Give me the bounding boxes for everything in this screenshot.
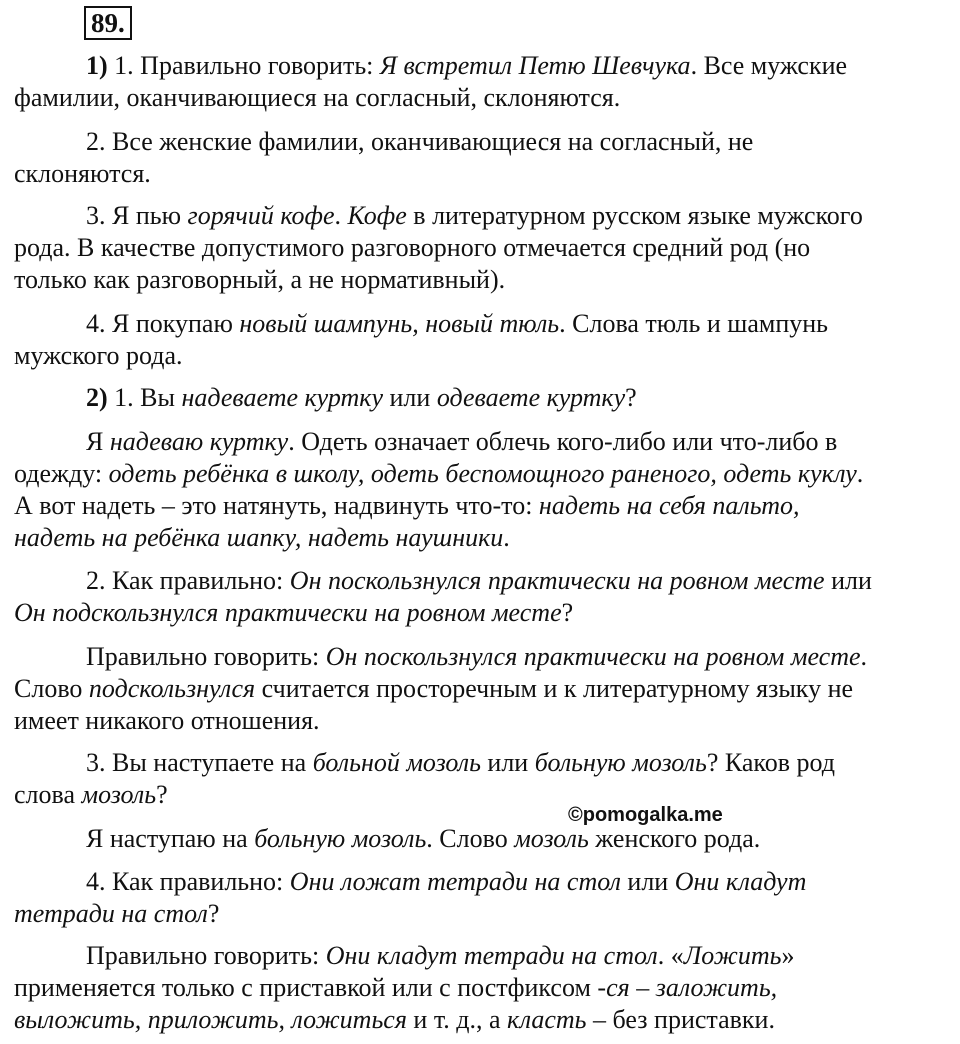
text-line	[14, 458, 939, 490]
italic-example: больную мозоль	[254, 824, 427, 853]
italic-example: Он поскользнулся практически на ровном месте	[289, 566, 825, 595]
text-line	[14, 426, 939, 458]
task-number-box: 89.	[84, 6, 132, 40]
italic-example: одеваете куртку	[436, 383, 626, 412]
italic-example: надеваете куртку	[181, 383, 384, 412]
section-marker: 1)	[86, 51, 108, 80]
paragraph-2-3-answer	[14, 823, 939, 855]
text-run: ?	[207, 899, 220, 928]
paragraph-2-4-answer	[14, 940, 939, 1036]
paragraph-1-1	[14, 50, 939, 114]
text-line	[14, 126, 939, 158]
text-run: .	[856, 459, 864, 488]
italic-example: надеваю куртку	[109, 427, 289, 456]
text-run: 4. Я покупаю	[86, 309, 240, 338]
text-line	[14, 705, 939, 737]
text-run: слова	[14, 780, 82, 809]
text-run: .	[503, 523, 510, 552]
paragraph-1-2	[14, 126, 939, 190]
text-run: только как разговорный, а не нормативный).	[14, 265, 506, 294]
paragraph-2-1-question	[14, 382, 939, 414]
text-run: 1. Вы	[107, 383, 182, 412]
text-run: фамилии, оканчивающиеся на согласный, склоняются.	[14, 83, 621, 112]
italic-example: Кофе	[347, 201, 407, 230]
text-run: ? Каков род	[706, 748, 835, 777]
text-line	[14, 597, 939, 629]
text-run: – без приставки.	[586, 1005, 775, 1034]
text-run: или	[480, 748, 535, 777]
text-line	[14, 522, 939, 554]
text-run: 3. Вы наступаете на	[86, 748, 313, 777]
text-run: .	[860, 642, 868, 671]
text-run: . Одеть означает облечь кого-либо или что-либо в	[288, 427, 838, 456]
text-run: 2. Все женские фамилии, оканчивающиеся на согласный, не	[86, 127, 754, 156]
italic-example: выложить, приложить, ложиться	[14, 1005, 407, 1034]
text-line	[14, 382, 939, 414]
italic-example: Он подскользнулся практически на ровном месте	[14, 598, 562, 627]
text-run: . Все мужские	[690, 51, 848, 80]
text-run: рода. В качестве допустимого разговорного отмечается средний род (но	[14, 233, 811, 262]
text-line	[14, 264, 939, 296]
text-run: или	[824, 566, 872, 595]
text-line	[14, 565, 939, 597]
italic-example: класть	[507, 1005, 587, 1034]
text-run: »	[781, 941, 795, 970]
italic-example: горячий кофе	[187, 201, 335, 230]
paragraph-1-3	[14, 200, 939, 296]
text-line	[14, 1004, 939, 1036]
text-line	[14, 823, 939, 855]
text-line	[14, 747, 939, 779]
text-run: 1. Правильно говорить:	[107, 51, 380, 80]
text-run: или	[383, 383, 437, 412]
italic-example: мозоль	[81, 780, 157, 809]
italic-example: новый шампунь, новый тюль	[239, 309, 560, 338]
italic-example: Он поскользнулся практически на ровном месте	[325, 642, 861, 671]
text-run: Я наступаю на	[86, 824, 255, 853]
italic-example: надеть на ребёнка шапку, надеть наушники	[14, 523, 504, 552]
italic-example: больной мозоль	[312, 748, 481, 777]
text-line	[14, 82, 939, 114]
text-line	[14, 158, 939, 190]
text-line	[14, 673, 939, 705]
text-run: А вот надеть – это натянуть, надвинуть что-то:	[14, 491, 539, 520]
paragraph-1-4	[14, 308, 939, 372]
text-line	[14, 940, 939, 972]
italic-example: тетради на стол	[14, 899, 208, 928]
text-run: Слово	[14, 674, 89, 703]
paragraph-2-2-answer	[14, 641, 939, 737]
text-run: . Слово	[426, 824, 515, 853]
text-run: . Слова тюль и шампунь	[559, 309, 828, 338]
italic-example: одеть ребёнка в школу, одеть беспомощного раненого, одеть куклу	[108, 459, 857, 488]
text-run: ?	[156, 780, 168, 809]
text-run: считается просторечным и к литературному языку не	[255, 674, 854, 703]
text-run: склоняются.	[14, 159, 151, 188]
text-run: Я	[86, 427, 110, 456]
italic-example: надеть на себя пальто,	[538, 491, 800, 520]
watermark-text: ©pomogalka.me	[568, 804, 723, 826]
text-run: . «	[657, 941, 684, 970]
text-run: 4. Как правильно:	[86, 867, 290, 896]
text-run: ?	[561, 598, 574, 627]
italic-example: Они ложат тетради на стол	[289, 867, 621, 896]
paragraph-2-3-question	[14, 747, 939, 811]
text-line	[14, 490, 939, 522]
text-line	[14, 898, 939, 930]
text-run: применяется только с приставкой или с постфиксом	[14, 973, 598, 1002]
italic-example: Я встретил Петю Шевчука	[379, 51, 691, 80]
text-line	[14, 866, 939, 898]
text-line	[14, 50, 939, 82]
text-line	[14, 200, 939, 232]
text-run: женского рода.	[588, 824, 761, 853]
italic-example: Ложить	[683, 941, 782, 970]
text-line	[14, 641, 939, 673]
text-run: имеет никакого отношения.	[14, 706, 320, 735]
text-run: .	[334, 201, 348, 230]
text-line	[14, 972, 939, 1004]
text-run: или	[620, 867, 675, 896]
text-run: Правильно говорить:	[86, 941, 326, 970]
italic-example: мозоль	[514, 824, 589, 853]
text-line	[14, 232, 939, 264]
text-run: и т. д., а	[406, 1005, 508, 1034]
italic-example: Они кладут тетради на стол	[325, 941, 658, 970]
italic-example: -ся – заложить,	[597, 973, 778, 1002]
paragraph-2-1-answer	[14, 426, 939, 554]
text-run: Правильно говорить:	[86, 642, 326, 671]
text-line	[14, 340, 939, 372]
text-run: в литературном русском языке мужского	[406, 201, 863, 230]
text-line	[14, 308, 939, 340]
text-run: 3. Я пью	[86, 201, 188, 230]
text-run: одежду:	[14, 459, 109, 488]
text-run: 2. Как правильно:	[86, 566, 290, 595]
text-line	[14, 779, 939, 811]
italic-example: больную мозоль	[534, 748, 707, 777]
section-marker: 2)	[86, 383, 108, 412]
text-run: ?	[625, 383, 637, 412]
italic-example: Они кладут	[674, 867, 807, 896]
paragraph-2-2-question	[14, 565, 939, 629]
text-run: мужского рода.	[14, 341, 183, 370]
italic-example: подскользнулся	[88, 674, 256, 703]
paragraph-2-4-question	[14, 866, 939, 930]
